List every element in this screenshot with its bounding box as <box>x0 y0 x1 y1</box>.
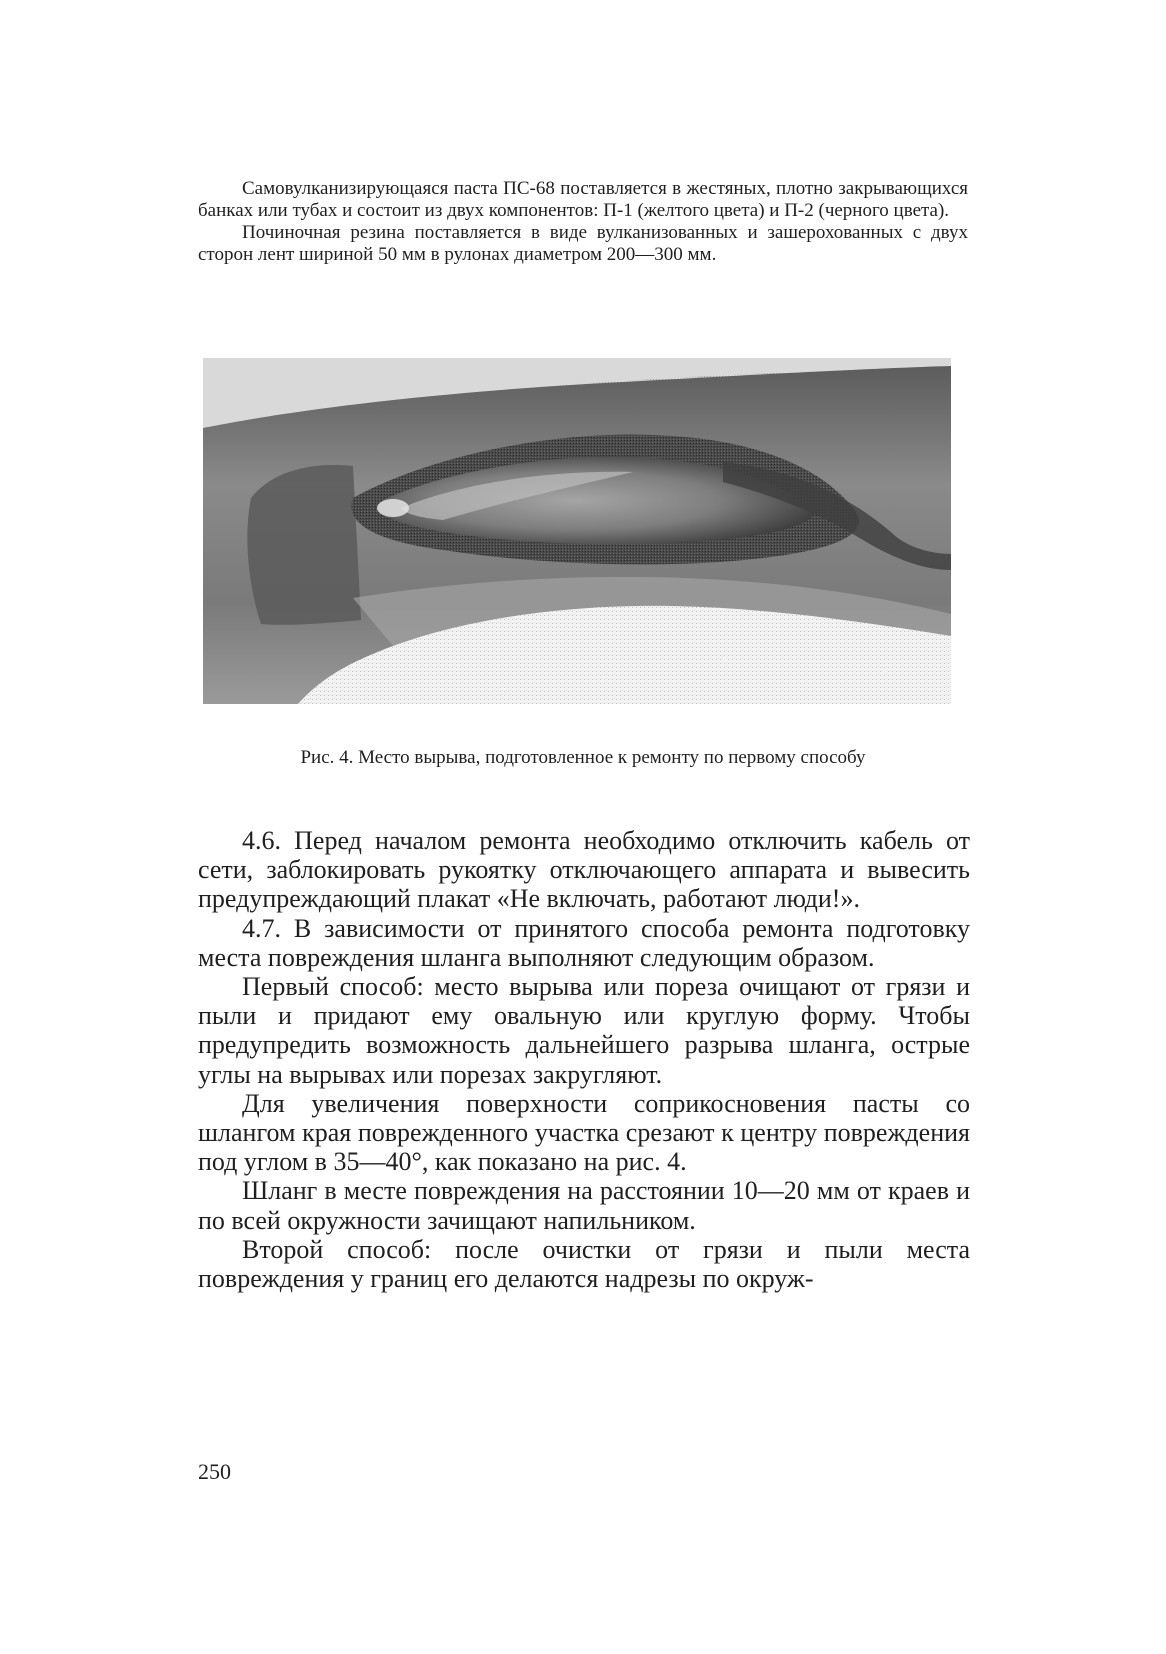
figure-photo-hose-tear <box>203 358 951 704</box>
intro-paragraph-paste: Самовулканизирующаяся паста ПС-68 поставляется в жестяных, плотно закрывающихся банках или тубах и состоит из двух компонентов: П-1 (желтого цвета) и П-2 (черного цвета). <box>198 178 968 221</box>
paragraph-second-method: Второй способ: после очистки от грязи и пыли места повреждения у границ его делаются надрезы по окруж- <box>198 1234 970 1294</box>
intro-paragraph-rubber: Починочная резина поставляется в виде вулканизованных и зашерохованных с двух сторон лент шириной 50 мм в рулонах диаметром 200—300 мм. <box>198 222 968 265</box>
paragraph-4-7: 4.7. В зависимости от принятого способа ремонта подготовку места повреждения шланга выполняют следующим образом. <box>198 913 970 972</box>
paragraph-4-6: 4.6. Перед началом ремонта необходимо отключить кабель от сети, заблокировать рукоятку отключающего аппарата и вывесить предупреждающий плакат «Не включать, работают люди!». <box>198 826 970 914</box>
intro-text <box>198 178 968 266</box>
main-text <box>198 826 970 1293</box>
paragraph-file-cleaning: Шланг в месте повреждения на расстоянии 10—20 мм от краев и по всей окружности зачищают напильником. <box>198 1176 970 1235</box>
paragraph-first-method: Первый способ: место вырыва или пореза очищают от грязи и пыли и придают ему овальную или круглую форму. Чтобы предупредить возможность дальнейшего разрыва шланга, острые углы на вырывах или порезах закругляют. <box>198 972 970 1089</box>
page-number: 250 <box>198 1459 231 1484</box>
paragraph-bevel-edges: Для увеличения поверхности соприкосновения пасты со шлангом края поврежденного участка срезают к центру повреждения под углом в 35—40°, как показано на рис. 4. <box>198 1088 970 1177</box>
hose-damage-photo <box>203 358 951 704</box>
figure-caption: Рис. 4. Место вырыва, подготовленное к ремонту по первому способу <box>300 747 866 768</box>
